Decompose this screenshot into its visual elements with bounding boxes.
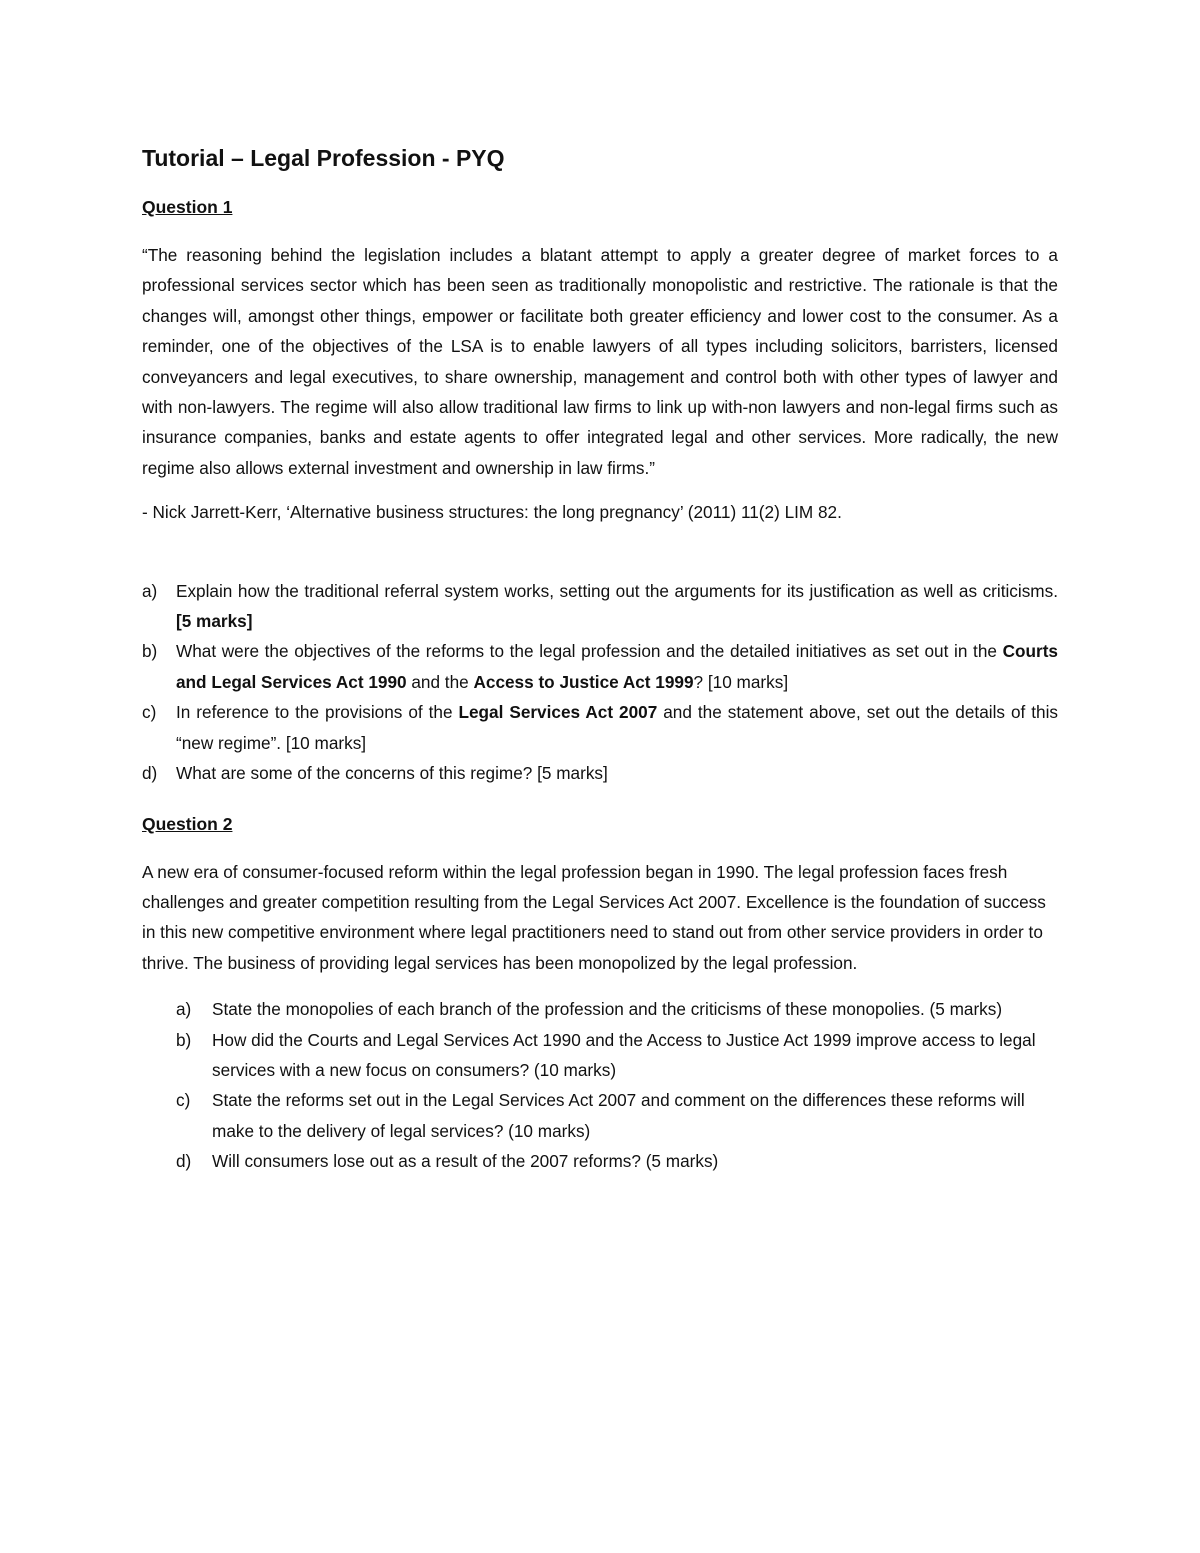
question-2-item-d — [142, 1146, 1058, 1176]
question-2-intro: A new era of consumer-focused reform within the legal profession began in 1990. The legal profession faces fresh challenges and greater competition resulting from the Legal Services Act 2007. Excellence is the foundation of success in this new competitive environment where legal practitioners need to stand out from other service providers in order to thrive. The business of providing legal services has been monopolized by the legal profession. — [142, 861, 1046, 973]
question-1-citation: - Nick Jarrett-Kerr, ‘Alternative business structures: the long pregnancy’ (2011) 11(2) LIM 82. — [142, 502, 842, 523]
question-1-item-b — [142, 636, 1058, 697]
item-text: and the statement above, set out the details of this “new regime”. [ — [176, 702, 1058, 753]
question-1-item-d — [142, 758, 1058, 788]
document-title: Tutorial – Legal Profession - PYQ — [142, 145, 505, 171]
item-label: c) — [142, 702, 157, 723]
item-text: ? [ — [693, 671, 713, 692]
item-text: State the reforms set out in the Legal Services Act 2007 and comment on the differences these reforms will make to the delivery of legal services? (10 marks) — [212, 1090, 1025, 1141]
item-marks: 5 marks] — [541, 763, 608, 784]
item-marks: 10 marks] — [712, 671, 789, 692]
item-label: d) — [176, 1151, 192, 1172]
item-label: b) — [176, 1029, 192, 1050]
question-1-heading: Question 1 — [142, 197, 233, 217]
item-text: and the — [406, 671, 474, 692]
item-label: d) — [142, 763, 158, 784]
act-name: Legal Services Act 2007 — [458, 702, 658, 723]
question-1-item-c — [142, 697, 1058, 758]
question-1-quote: “The reasoning behind the legislation includes a blatant attempt to apply a greater degree of market forces to a professional services sector which has been seen as traditionally monopolistic and restrictive. The rationale is that the changes will, amongst other things, empower or facilitate both greater efficiency and lower cost to the consumer. As a reminder, one of the objectives of the LSA is to enable lawyers of all types including solicitors, barristers, licensed conveyancers and legal executives, to share ownership, management and control both with other types of lawyer and with non-lawyers. The regime will also allow traditional law firms to link up with-non lawyers and non-legal firms such as insurance companies, banks and estate agents to offer integrated legal and other services. More radically, the new regime also allows external investment and ownership in law firms.” — [142, 245, 1058, 478]
item-label: a) — [142, 580, 158, 601]
question-2-item-c — [142, 1085, 1058, 1146]
item-text: In reference to the provisions of the — [176, 702, 459, 723]
question-2-item-a — [142, 994, 1058, 1024]
item-text: What were the objectives of the reforms to the legal profession and the detailed initiatives as set out in the — [176, 641, 1003, 662]
item-text: What are some of the concerns of this regime? [ — [176, 763, 542, 784]
act-name: Courts and Legal Services Act 1990 — [176, 641, 1058, 692]
item-label: b) — [142, 641, 158, 662]
question-1-item-a — [142, 576, 1058, 637]
question-2-subquestions — [142, 994, 1058, 1176]
act-name: Access to Justice Act 1999 — [473, 671, 694, 692]
item-label: c) — [176, 1090, 191, 1111]
item-marks: 10 marks] — [290, 732, 367, 753]
item-text: Will consumers lose out as a result of the 2007 reforms? (5 marks) — [212, 1151, 719, 1172]
question-2-item-b — [142, 1025, 1058, 1086]
item-label: a) — [176, 999, 192, 1020]
question-2-heading: Question 2 — [142, 813, 233, 834]
item-marks: [5 marks] — [176, 611, 253, 632]
item-text: State the monopolies of each branch of the profession and the criticisms of these monopolies. (5 marks) — [212, 999, 1003, 1020]
document-page — [142, 142, 1058, 1177]
question-1-subquestions — [142, 576, 1058, 789]
item-text: Explain how the traditional referral system works, setting out the arguments for its justification as well as criticisms. — [176, 580, 1058, 601]
item-text: How did the Courts and Legal Services Act 1990 and the Access to Justice Act 1999 improve access to legal services with a new focus on consumers? (10 marks) — [212, 1029, 1036, 1080]
spacer — [142, 789, 1058, 809]
